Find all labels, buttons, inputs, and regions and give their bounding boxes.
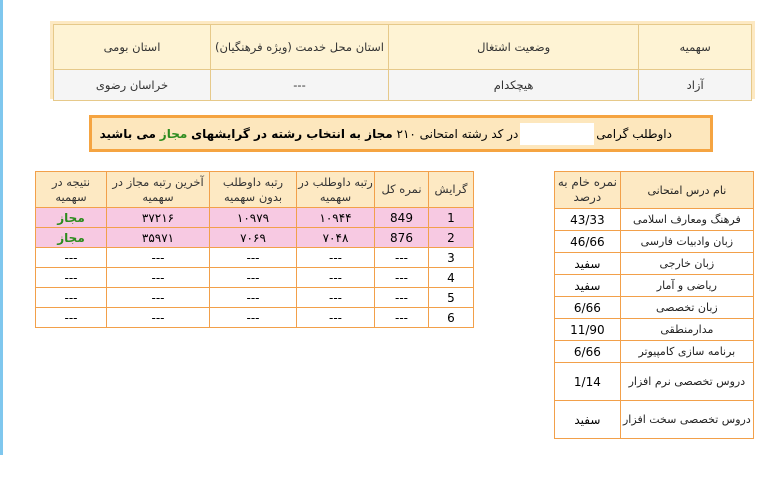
result-message (89, 115, 713, 152)
rank-in-quota: ۷۰۴۸ (297, 228, 375, 248)
rank-in-quota: --- (297, 248, 375, 268)
rank-no-quota: ۱۰۹۷۹ (210, 208, 297, 228)
header-quota: سهمیه (639, 25, 752, 70)
header-course-name: نام درس امتحانی (620, 172, 753, 209)
header-employment: وضعیت اشتغال (389, 25, 639, 70)
table-row (36, 308, 474, 328)
value-employment: هیچکدام (389, 70, 639, 101)
course-name: زبان تخصصی (620, 297, 753, 319)
exam-scores-table (554, 171, 754, 439)
message-bold: مجاز به انتخاب رشته در گرایشهای (191, 126, 393, 141)
total-score: 876 (375, 228, 429, 248)
last-allowed-rank: --- (107, 288, 210, 308)
last-allowed-rank: --- (107, 248, 210, 268)
course-name: دروس تخصصی نرم افزار (620, 363, 753, 401)
course-score: 6/66 (555, 341, 621, 363)
table-row (36, 228, 474, 248)
message-middle: در کد رشته امتحانی ۲۱۰ (396, 126, 519, 141)
candidate-info-table (53, 24, 752, 101)
header-orientation: گرایش (429, 172, 474, 208)
orientation: 4 (429, 268, 474, 288)
orientation: 1 (429, 208, 474, 228)
course-score: 46/66 (555, 231, 621, 253)
total-score: --- (375, 288, 429, 308)
course-score: 43/33 (555, 209, 621, 231)
result: --- (36, 268, 107, 288)
header-native-province: استان بومی (54, 25, 211, 70)
total-score: --- (375, 248, 429, 268)
course-score: 11/90 (555, 319, 621, 341)
header-raw-score: نمره خام به درصد (555, 172, 621, 209)
orientation: 2 (429, 228, 474, 248)
last-allowed-rank: ۳۷۲۱۶ (107, 208, 210, 228)
course-name: مدارمنطقی (620, 319, 753, 341)
ranking-table (35, 171, 474, 328)
course-score: سفید (555, 401, 621, 439)
value-quota: آزاد (639, 70, 752, 101)
rank-no-quota: --- (210, 288, 297, 308)
value-service-province: --- (211, 70, 389, 101)
course-score: سفید (555, 253, 621, 275)
table-row (36, 208, 474, 228)
table-row (36, 248, 474, 268)
last-allowed-rank: ۳۵۹۷۱ (107, 228, 210, 248)
result: --- (36, 288, 107, 308)
total-score: --- (375, 268, 429, 288)
rank-no-quota: ۷۰۶۹ (210, 228, 297, 248)
course-score: 6/66 (555, 297, 621, 319)
header-rank-no-quota: رتبه داوطلب بدون سهمیه (210, 172, 297, 208)
orientation: 6 (429, 308, 474, 328)
total-score: --- (375, 308, 429, 328)
course-name: زبان وادبیات فارسی (620, 231, 753, 253)
course-name: ریاضی و آمار (620, 275, 753, 297)
rank-in-quota: ۱۰۹۴۴ (297, 208, 375, 228)
rank-no-quota: --- (210, 308, 297, 328)
table-row (36, 288, 474, 308)
last-allowed-rank: --- (107, 268, 210, 288)
course-score: سفید (555, 275, 621, 297)
header-total-score: نمره کل (375, 172, 429, 208)
name-field (520, 123, 594, 145)
rank-in-quota: --- (297, 308, 375, 328)
header-rank-in-quota: رتبه داوطلب در سهمیه (297, 172, 375, 208)
result: مجاز (36, 228, 107, 248)
total-score: 849 (375, 208, 429, 228)
header-last-allowed-rank: آخرین رتبه مجاز در سهمیه (107, 172, 210, 208)
rank-in-quota: --- (297, 268, 375, 288)
header-result: نتیجه در سهمیه (36, 172, 107, 208)
table-row (36, 268, 474, 288)
message-suffix: می باشید (99, 126, 156, 141)
course-name: برنامه سازی کامپیوتر (620, 341, 753, 363)
orientation: 3 (429, 248, 474, 268)
message-status: مجاز (159, 126, 188, 141)
rank-no-quota: --- (210, 268, 297, 288)
course-name: زبان خارجی (620, 253, 753, 275)
rank-in-quota: --- (297, 288, 375, 308)
result: --- (36, 308, 107, 328)
course-score: 1/14 (555, 363, 621, 401)
course-name: فرهنگ ومعارف اسلامی (620, 209, 753, 231)
result: --- (36, 248, 107, 268)
left-edge-bar (0, 0, 3, 455)
last-allowed-rank: --- (107, 308, 210, 328)
header-service-province: استان محل خدمت (ویژه فرهنگیان) (211, 25, 389, 70)
orientation: 5 (429, 288, 474, 308)
value-native-province: خراسان رضوی (54, 70, 211, 101)
course-name: دروس تخصصی سخت افزار (620, 401, 753, 439)
rank-no-quota: --- (210, 248, 297, 268)
message-prefix: داوطلب گرامی (596, 126, 672, 141)
result: مجاز (36, 208, 107, 228)
